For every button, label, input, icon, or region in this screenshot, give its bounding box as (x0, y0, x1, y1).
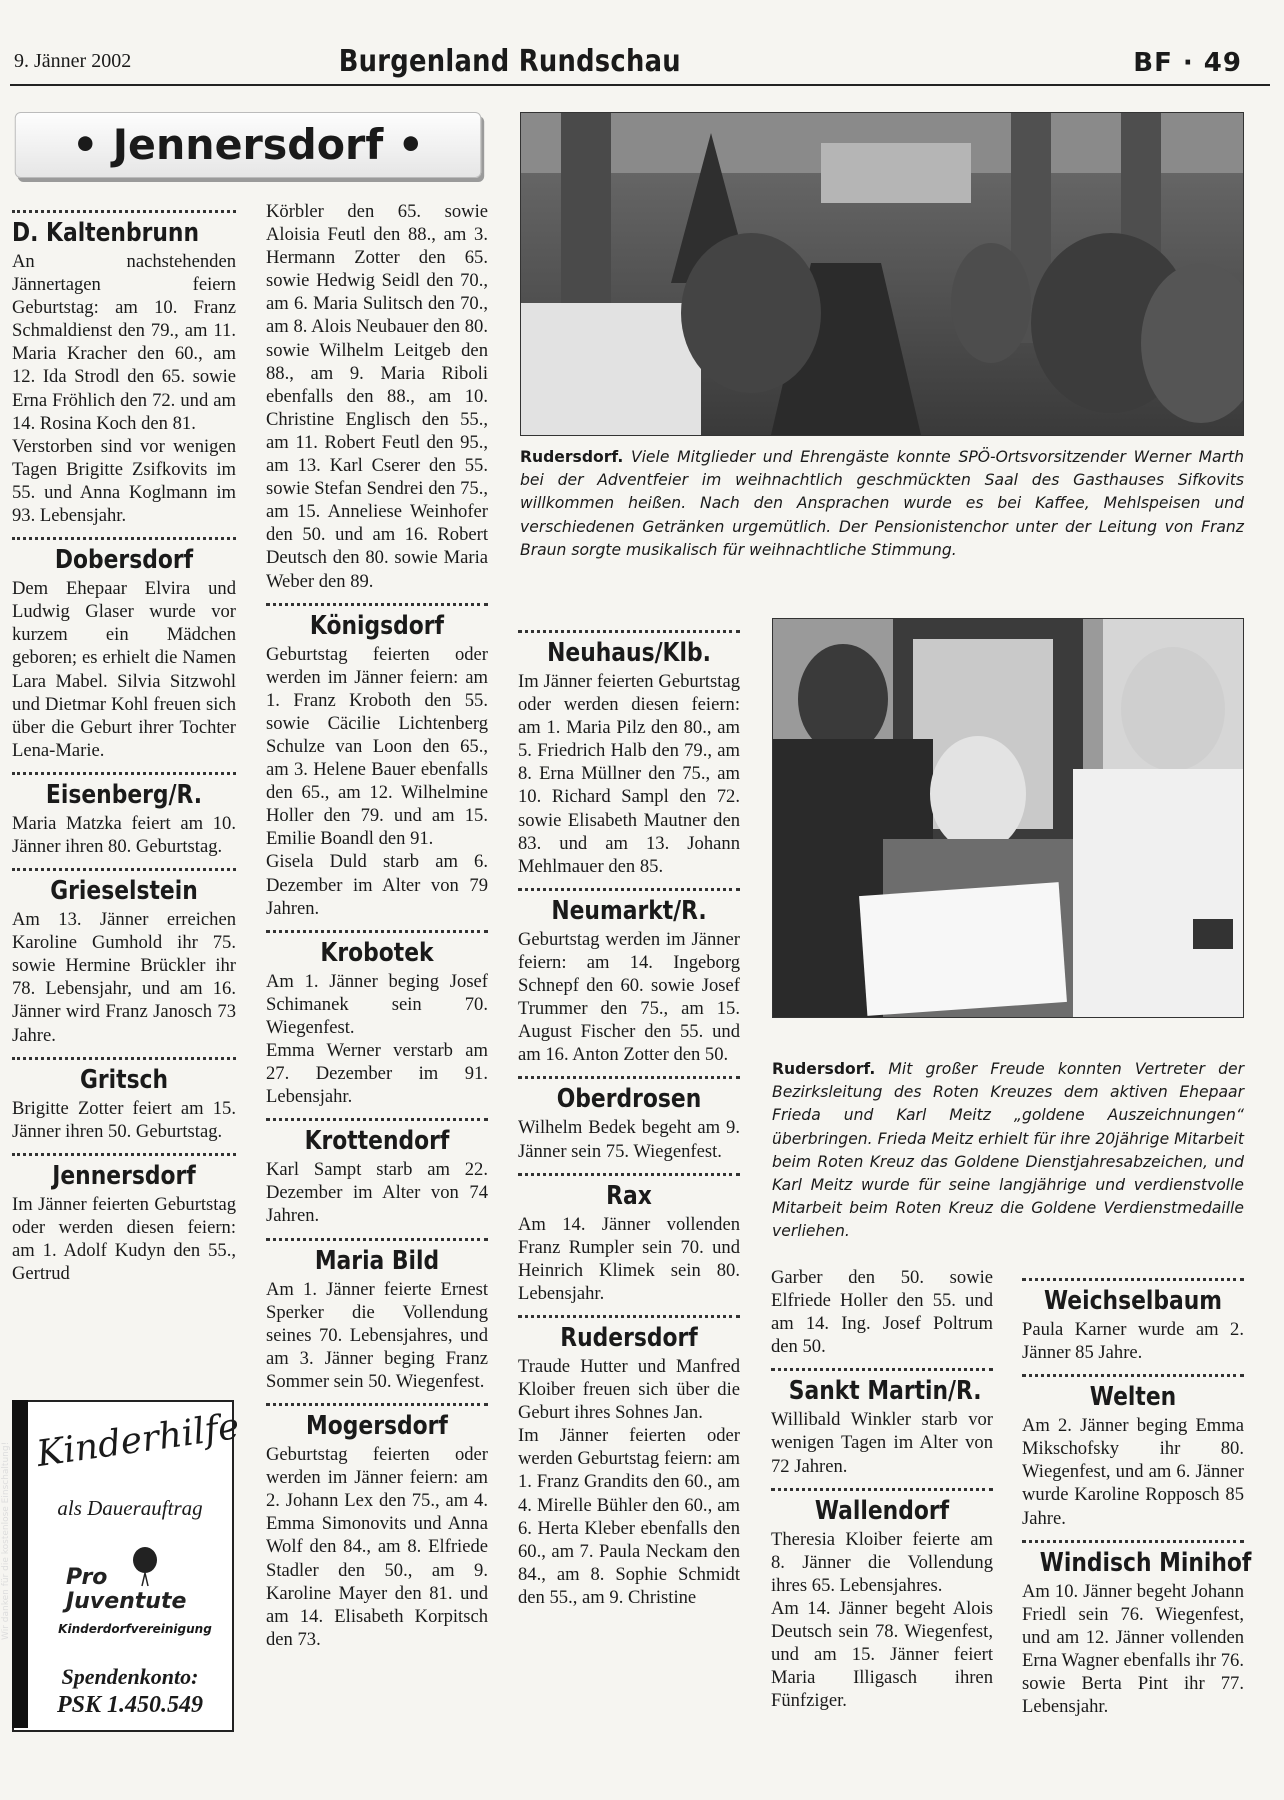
issue-date: 9. Jänner 2002 (14, 50, 132, 72)
divider (12, 1057, 236, 1060)
heading-krobotek: Krobotek (320, 937, 434, 968)
column-4 (771, 1266, 993, 1712)
ad-script-title: Kinderhilfe (34, 1406, 242, 1475)
heading-rudersdorf: Rudersdorf (560, 1322, 698, 1353)
divider (518, 1315, 740, 1318)
divider (12, 1153, 236, 1156)
section-banner: • Jennersdorf • (15, 112, 481, 178)
heading-krottendorf: Krottendorf (304, 1126, 450, 1157)
caption-place: Rudersdorf. (772, 1060, 876, 1078)
ad-side-strip (12, 1400, 28, 1728)
caption-text: Mit großer Freude konnten Vertreter der Bezirksleitung des Roten Kreuzes dem aktiven Ehepaar Frieda und Karl Meitz „goldene Auszeichnungen“ überbringen. Frieda Meitz erhielt für ihre 20jährige Mitarbeit beim Roten Kreuz das Goldene Dienstjahresabzeichen, und Karl Meitz wurde für seine langjährige und verdienstvolle Mitarbeit beim Roten Kreuz die Goldene Verdienstmedaille verliehen. (772, 1060, 1244, 1241)
heading-weichselbaum: Weichselbaum (1043, 1286, 1223, 1316)
article-text: Gisela Duld starb am 6. Dezember im Alter von 79 Jahren. (266, 851, 488, 919)
divider (266, 603, 488, 606)
heading-welten: Welten (1089, 1382, 1177, 1413)
article-text: Maria Matzka feiert am 10. Jänner ihren 80. Geburtstag. (12, 812, 236, 857)
article-text: Theresia Kloiber feierte am 8. Jänner die Vollendung ihres 65. Lebensjahres. (771, 1528, 993, 1596)
heading-neumarkt: Neumarkt/R. (551, 895, 707, 926)
caption-place: Rudersdorf. (520, 448, 624, 466)
article-text: Dem Ehepaar Elvira und Ludwig Glaser wurde vor kurzem ein Mädchen geboren; es erhielt die Namen Lara Mabel. Silvia Sitzwohl und Dietmar Kohl freuen sich über die Geburt ihrer Tochter Lena-Marie. (12, 578, 236, 761)
divider (518, 888, 740, 891)
article-text: Im Jänner feierten oder werden Geburtstag feiern: am 1. Franz Grandits den 60., am 4. Mirelle Bühler den 60., am 6. Herta Kleber ebenfalls den 60., am 7. Paula Neckam den 84., am 8. Sophie Schmidt den 55., am 9. Christine (518, 1425, 740, 1608)
article-text: Am 10. Jänner begeht Johann Friedl sein 76. Wiegenfest, und am 12. Jänner vollenden Erna Wagner ebenfalls ihr 76. sowie Berta Pint ihr 77. Lebensjahr. (1022, 1580, 1244, 1718)
column-1 (12, 200, 236, 1285)
article-text: Paula Karner wurde am 2. Jänner 85 Jahre. (1022, 1319, 1244, 1364)
divider (518, 630, 740, 633)
newspaper-title: Burgenland Rundschau (338, 44, 681, 79)
article-text: Geburtstag feierten oder werden im Jänner feiern: am 1. Franz Kroboth den 55. sowie Cäcilie Lichtenberg Schulze van Loon den 65., am 3. Helene Bauer ebenfalls den 65., am 12. Wilhelmine Holler den 79. und am 15. Emilie Boandl den 91. (266, 643, 488, 850)
article-text: Am 14. Jänner begeht Alois Deutsch sein 78. Wiegenfest, und am 15. Jänner feiert Maria Illigasch ihren Fünfziger. (771, 1597, 993, 1712)
divider (771, 1488, 993, 1491)
heading-dobersdorf: Dobersdorf (54, 545, 194, 576)
header-rule (10, 84, 1270, 86)
ad-subtitle: als Dauerauftrag (57, 1496, 203, 1520)
divider (518, 1173, 740, 1176)
divider (12, 210, 236, 213)
divider (266, 1403, 488, 1406)
article-text: Karl Sampt starb am 22. Dezember im Alter von 74 Jahren. (266, 1159, 488, 1227)
divider (1022, 1278, 1244, 1281)
heading-rax: Rax (606, 1180, 652, 1211)
divider (12, 868, 236, 871)
article-text: Geburtstag feierten oder werden im Jänner feiern: am 2. Johann Lex den 75., am 4. Emma Simonovits und Anna Wolf den 84., am 8. Elfriede Stadler den 50., am 9. Karoline Mayer den 81. und am 14. Elisabeth Korpitsch den 73. (266, 1444, 488, 1650)
ad-account-label: Spendenkonto: (61, 1664, 199, 1689)
heading-neuhaus: Neuhaus/Klb. (547, 638, 711, 668)
ad-brand-line1: Pro (66, 1565, 108, 1590)
article-text: Willibald Winkler starb vor wenigen Tagen im Alter von 72 Jahren. (771, 1409, 993, 1477)
ad-side-text: Wir danken für die kostenlose Einschaltung! (1, 1441, 11, 1640)
article-text: Brigitte Zotter feiert am 15. Jänner ihren 50. Geburtstag. (12, 1097, 236, 1142)
article-text: Am 2. Jänner beging Emma Mikschofsky ihr 80. Wiegenfest, und am 6. Jänner wurde Karoline Ropposch 85 Jahre. (1022, 1415, 1244, 1529)
heading-jennersdorf: Jennersdorf (52, 1160, 196, 1191)
article-text: Im Jänner feierten Geburtstag oder werden diesen feiern: am 1. Adolf Kudyn den 55., Gertrud (12, 1193, 236, 1285)
divider (518, 1076, 740, 1079)
article-text: Am 13. Jänner erreichen Karoline Gumhold ihr 75. sowie Hermine Brückler ihr 78. Lebensjahr, und am 16. Jänner wird Franz Janosch 73 Jahre. (12, 909, 236, 1046)
caption-photo-1 (520, 446, 1244, 562)
heading-windischminihof: Windisch Minihof (1039, 1547, 1252, 1578)
ad-org: Kinderdorfvereinigung (58, 1622, 212, 1636)
article-text: Garber den 50. sowie Elfriede Holler den 55. und am 14. Ing. Josef Poltrum den 50. (771, 1267, 993, 1358)
award-scene (773, 619, 1243, 1017)
heading-koenigsdorf: Königsdorf (309, 610, 445, 641)
page-number: BF · 49 (1133, 48, 1242, 78)
article-text: Im Jänner feierten Geburtstag oder werden diesen feiern: am 1. Maria Pilz den 80., am 5. Friedrich Halb den 79., am 8. Erna Müllner den 75., am 10. Richard Sampl den 72. sowie Elisabeth Mautner den 83. und am 13. Johann Mehlmauer den 85. (518, 671, 740, 877)
article-text: Körbler den 65. sowie Aloisia Feutl den 88., am 3. Hermann Zotter den 65. sowie Hedwig Seidl den 70., am 6. Maria Sulitsch den 70., am 8. Alois Neubauer den 80. sowie Wilhelm Leitgeb den 88., am 9. Maria Riboli ebenfalls den 88., am 10. Christine Englisch den 55., am 11. Robert Feutl den 95., am 13. Karl Cserer den 55. sowie Stefan Sendrei den 75., am 15. Anneliese Weinhofer den 50. und am 16. Robert Deutsch den 80. sowie Maria Weber den 89. (266, 201, 488, 592)
column-2 (266, 200, 488, 1651)
divider (1022, 1374, 1244, 1377)
divider (12, 772, 236, 775)
heading-kaltenbrunn: D. Kaltenbrunn (12, 218, 200, 248)
divider (266, 930, 488, 933)
article-text: Wilhelm Bedek begeht am 9. Jänner sein 75. Wiegenfest. (518, 1117, 740, 1162)
article-text: Geburtstag werden im Jänner feiern: am 14. Ingeborg Schnepf den 60. sowie Josef Trummer den 75., am 15. August Fischer den 55. und am 16. Anton Zotter den 50. (518, 928, 740, 1066)
divider (771, 1368, 993, 1371)
article-text: Am 1. Jänner feierte Ernest Sperker die Vollendung seines 70. Lebensjahres, und am 3. Jänner beging Franz Sommer sein 50. Wiegenfest. (266, 1278, 488, 1392)
heading-eisenberg: Eisenberg/R. (45, 779, 203, 810)
column-5 (1022, 1266, 1252, 1718)
ad-brand-line2: Juventute (66, 1589, 187, 1614)
hall-scene (521, 113, 1243, 435)
divider (266, 1118, 488, 1121)
heading-wallendorf: Wallendorf (814, 1495, 950, 1526)
divider (1022, 1540, 1244, 1543)
ad-account-number: PSK 1.450.549 (56, 1692, 203, 1718)
article-text: Verstorben sind vor wenigen Tagen Brigitte Zsifkovits im 55. und Anna Koglmann im 93. Lebensjahr. (12, 435, 236, 527)
heading-grieselstein: Grieselstein (50, 876, 198, 907)
photo-rotes-kreuz (772, 618, 1244, 1018)
ad-brand (66, 1566, 186, 1614)
caption-text: Viele Mitglieder und Ehrengäste konnte SPÖ-Ortsvorsitzender Werner Marth bei der Adventfeier im weihnachtlich geschmückten Saal des Gasthauses Sifkovits willkommen heißen. Nach den Ansprachen wurde es bei Kaffee, Mehlspeisen und verschiedenen Getränken urgemütlich. Der Pensionistenchor unter der Leitung von Franz Braun sorgte musikalisch für weihnachtliche Stimmung. (520, 448, 1244, 559)
article-text: An nachstehenden Jännertagen feiern Geburtstag: am 10. Franz Schmaldienst den 79., am 11. Maria Kracher den 60., am 12. Ida Strodl den 65. sowie Erna Fröhlich den 72. und am 14. Rosina Koch den 81. (12, 251, 236, 434)
heading-sanktmartin: Sankt Martin/R. (788, 1376, 982, 1407)
article-text: Traude Hutter und Manfred Kloiber freuen sich über die Geburt ihres Sohnes Jan. (518, 1355, 740, 1424)
divider (12, 537, 236, 540)
column-3 (518, 618, 740, 1609)
heading-mariabild: Maria Bild (314, 1245, 440, 1276)
heading-oberdrosen: Oberdrosen (556, 1084, 702, 1115)
article-text: Emma Werner verstarb am 27. Dezember im 91. Lebensjahr. (266, 1040, 488, 1108)
divider (266, 1238, 488, 1241)
heading-gritsch: Gritsch (79, 1064, 169, 1095)
heading-mogersdorf: Mogersdorf (306, 1411, 448, 1442)
article-text: Am 1. Jänner beging Josef Schimanek sein 70. Wiegenfest. (266, 970, 488, 1038)
caption-photo-2 (772, 1058, 1244, 1244)
article-text: Am 14. Jänner vollenden Franz Rumpler sein 70. und Heinrich Klimek sein 80. Lebensjahr. (518, 1213, 740, 1304)
photo-adventfeier (520, 112, 1244, 436)
